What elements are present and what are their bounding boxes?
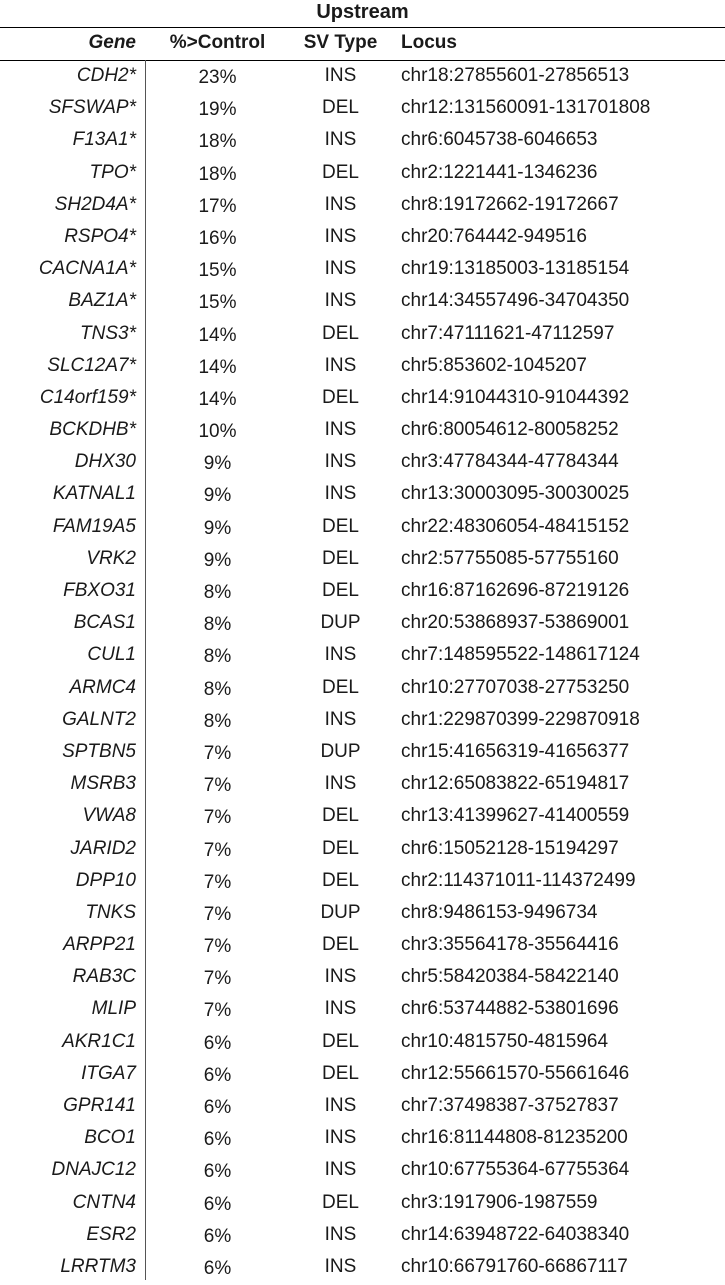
percent-cell: 7% <box>203 807 232 829</box>
gene-cell: TNKS <box>85 901 136 923</box>
sv-type-cell: INS <box>324 1127 357 1149</box>
sv-type-cell: DEL <box>322 547 359 569</box>
gene-cell: MSRB3 <box>70 773 136 795</box>
header-gene: Gene <box>88 32 136 53</box>
percent-cell: 9% <box>203 453 232 475</box>
gene-cell: FAM19A5 <box>52 515 136 537</box>
sv-type-cell: DEL <box>322 161 359 183</box>
gene-cell: GPR141 <box>63 1095 136 1116</box>
gene-cell: C14orf159* <box>39 386 136 408</box>
percent-cell: 7% <box>203 742 232 764</box>
sv-type-cell: DEL <box>322 580 359 601</box>
gene-cell: RSPO4* <box>64 225 136 247</box>
table-row <box>0 157 725 189</box>
table-row <box>0 124 725 156</box>
sv-type-cell: DEL <box>322 805 359 827</box>
locus-cell: chr6:80054612-80058252 <box>401 419 619 441</box>
table-row <box>0 382 725 414</box>
gene-cell: CUL1 <box>87 644 136 666</box>
percent-cell: 9% <box>203 485 232 507</box>
table-row <box>0 704 725 736</box>
percent-cell: 9% <box>203 517 232 539</box>
sv-type-cell: INS <box>324 1159 357 1181</box>
percent-cell: 19% <box>198 99 237 121</box>
table-row <box>0 961 725 993</box>
locus-cell: chr3:1917906-1987559 <box>401 1191 598 1213</box>
table-row <box>0 993 725 1025</box>
percent-cell: 6% <box>203 1032 232 1054</box>
gene-cell: SLC12A7* <box>47 354 136 376</box>
percent-cell: 7% <box>203 968 232 990</box>
locus-cell: chr14:63948722-64038340 <box>401 1223 630 1245</box>
percent-cell: 6% <box>203 1161 232 1183</box>
percent-cell: 14% <box>198 324 237 346</box>
percent-cell: 6% <box>203 1097 232 1118</box>
percent-cell: 9% <box>203 549 232 571</box>
percent-cell: 8% <box>203 582 232 603</box>
percent-cell: 7% <box>203 936 232 958</box>
sv-type-cell: DEL <box>322 1030 359 1052</box>
gene-cell: ARPP21 <box>63 934 136 956</box>
table-row <box>0 736 725 768</box>
percent-cell: 17% <box>198 195 237 217</box>
percent-cell: 8% <box>203 710 232 732</box>
sv-type-cell: DEL <box>322 837 359 859</box>
table-row <box>0 285 725 317</box>
sv-type-cell: INS <box>324 644 357 666</box>
gene-cell: MLIP <box>91 998 136 1020</box>
table-row <box>0 511 725 543</box>
sv-type-cell: DEL <box>322 515 359 537</box>
top-rule <box>0 27 725 28</box>
table-row <box>0 1058 725 1090</box>
sv-type-cell: INS <box>324 419 357 441</box>
locus-cell: chr6:53744882-53801696 <box>401 998 619 1020</box>
locus-cell: chr13:30003095-30030025 <box>401 483 630 505</box>
sv-type-cell: INS <box>324 708 357 730</box>
sv-type-cell: INS <box>324 65 357 86</box>
locus-cell: chr16:81144808-81235200 <box>401 1127 628 1149</box>
percent-cell: 8% <box>203 646 232 668</box>
table-row <box>0 1219 725 1251</box>
percent-cell: 8% <box>203 614 232 636</box>
gene-cell: GALNT2 <box>62 708 136 730</box>
table-row <box>0 929 725 961</box>
locus-cell: chr10:66791760-66867117 <box>401 1255 628 1277</box>
gene-cell: RAB3C <box>72 966 136 988</box>
gene-cell: ITGA7 <box>81 1062 136 1084</box>
locus-cell: chr10:4815750-4815964 <box>401 1030 609 1052</box>
table-body <box>0 60 725 1283</box>
table-row <box>0 865 725 897</box>
sv-type-cell: INS <box>324 483 357 505</box>
sv-type-cell: INS <box>324 290 357 312</box>
sv-type-cell: INS <box>324 129 357 151</box>
locus-cell: chr12:55661570-55661646 <box>401 1062 630 1084</box>
percent-cell: 8% <box>203 678 232 700</box>
locus-cell: chr5:58420384-58422140 <box>401 966 619 988</box>
sv-type-cell: DEL <box>322 322 359 344</box>
table-row <box>0 1187 725 1219</box>
table-row <box>0 800 725 832</box>
locus-cell: chr2:114371011-114372499 <box>401 869 636 891</box>
sv-type-cell: INS <box>324 1223 357 1245</box>
sv-type-cell: INS <box>324 193 357 215</box>
percent-cell: 23% <box>198 67 237 88</box>
sv-type-cell: DEL <box>322 386 359 408</box>
locus-cell: chr20:53868937-53869001 <box>401 612 630 634</box>
percent-cell: 7% <box>203 903 232 925</box>
sv-type-cell: INS <box>324 1255 357 1277</box>
table-row <box>0 414 725 446</box>
gene-cell: F13A1* <box>72 129 136 151</box>
sv-type-cell: DUP <box>320 740 361 762</box>
table-row <box>0 672 725 704</box>
locus-cell: chr6:15052128-15194297 <box>401 837 619 859</box>
percent-cell: 6% <box>203 1225 232 1247</box>
locus-cell: chr20:764442-949516 <box>401 225 587 247</box>
percent-cell: 14% <box>198 388 237 410</box>
sv-type-cell: INS <box>324 451 357 473</box>
table-row <box>0 446 725 478</box>
sv-type-cell: INS <box>324 998 357 1020</box>
sv-type-cell: INS <box>324 225 357 247</box>
locus-cell: chr18:27855601-27856513 <box>401 65 630 86</box>
locus-cell: chr7:37498387-37527837 <box>401 1095 619 1116</box>
gene-cell: JARID2 <box>70 837 136 859</box>
table-row <box>0 350 725 382</box>
percent-cell: 14% <box>198 356 237 378</box>
locus-cell: chr16:87162696-87219126 <box>401 580 630 601</box>
percent-cell: 7% <box>203 839 232 861</box>
percent-cell: 15% <box>198 260 237 282</box>
locus-cell: chr22:48306054-48415152 <box>401 515 630 537</box>
percent-cell: 6% <box>203 1257 232 1279</box>
table-row <box>0 221 725 253</box>
table-row <box>0 768 725 800</box>
locus-cell: chr19:13185003-13185154 <box>401 258 630 280</box>
sv-type-cell: INS <box>324 354 357 376</box>
sv-type-cell: DEL <box>322 97 359 119</box>
gene-cell: BCKDHB* <box>49 419 136 441</box>
percent-cell: 6% <box>203 1129 232 1151</box>
sv-type-cell: DUP <box>320 612 361 634</box>
gene-cell: TPO* <box>89 161 136 183</box>
sv-type-cell: INS <box>324 773 357 795</box>
locus-cell: chr10:27707038-27753250 <box>401 676 630 698</box>
locus-cell: chr13:41399627-41400559 <box>401 805 630 827</box>
gene-cell: SH2D4A* <box>54 193 136 215</box>
percent-cell: 18% <box>198 131 237 153</box>
locus-cell: chr10:67755364-67755364 <box>401 1159 630 1181</box>
header-sv-type: SV Type <box>303 32 378 53</box>
locus-cell: chr3:47784344-47784344 <box>401 451 619 473</box>
sv-type-cell: DEL <box>322 869 359 891</box>
table-row <box>0 607 725 639</box>
sv-type-cell: INS <box>324 1095 357 1116</box>
sv-type-cell: DEL <box>322 1191 359 1213</box>
table-row <box>0 92 725 124</box>
gene-cell: DNAJC12 <box>51 1159 136 1181</box>
gene-cell: ESR2 <box>86 1223 136 1245</box>
gene-cell: KATNAL1 <box>52 483 136 505</box>
table-row <box>0 833 725 865</box>
sv-type-cell: DEL <box>322 1062 359 1084</box>
sv-type-cell: INS <box>324 258 357 280</box>
table-row <box>0 60 725 92</box>
sv-type-cell: DEL <box>322 934 359 956</box>
sv-type-cell: DEL <box>322 676 359 698</box>
table-row <box>0 897 725 929</box>
locus-cell: chr8:19172662-19172667 <box>401 193 619 215</box>
gene-cell: DPP10 <box>75 869 136 891</box>
locus-cell: chr7:148595522-148617124 <box>401 644 640 666</box>
locus-cell: chr6:6045738-6046653 <box>401 129 598 151</box>
locus-cell: chr1:229870399-229870918 <box>401 708 640 730</box>
percent-cell: 7% <box>203 871 232 893</box>
gene-cell: TNS3* <box>80 322 136 344</box>
gene-cell: BCO1 <box>84 1127 136 1149</box>
percent-cell: 18% <box>198 163 237 185</box>
gene-cell: CNTN4 <box>72 1191 136 1213</box>
percent-cell: 6% <box>203 1193 232 1215</box>
locus-cell: chr14:91044310-91044392 <box>401 386 630 408</box>
sv-type-cell: INS <box>324 966 357 988</box>
table-row <box>0 253 725 285</box>
gene-cell: SPTBN5 <box>62 740 136 762</box>
percent-cell: 6% <box>203 1064 232 1086</box>
table-row <box>0 639 725 671</box>
locus-cell: chr5:853602-1045207 <box>401 354 587 376</box>
table-row <box>0 1251 725 1283</box>
locus-cell: chr15:41656319-41656377 <box>401 740 630 762</box>
table-row <box>0 1090 725 1122</box>
percent-cell: 7% <box>203 775 232 797</box>
table-row <box>0 189 725 221</box>
table-row <box>0 1122 725 1154</box>
gene-cell: CACNA1A* <box>38 258 136 280</box>
percent-cell: 7% <box>203 1000 232 1022</box>
table-row <box>0 575 725 607</box>
gene-cell: DHX30 <box>74 451 136 473</box>
table-title: Upstream <box>316 1 409 23</box>
table-row <box>0 478 725 510</box>
header-percent-control: %>Control <box>169 32 266 53</box>
locus-cell: chr12:131560091-131701808 <box>401 97 651 119</box>
gene-cell: LRRTM3 <box>60 1255 136 1277</box>
percent-cell: 16% <box>198 227 237 249</box>
table-row <box>0 318 725 350</box>
gene-cell: CDH2* <box>76 65 136 86</box>
gene-cell: VRK2 <box>86 547 136 569</box>
locus-cell: chr2:1221441-1346236 <box>401 161 598 183</box>
gene-cell: AKR1C1 <box>62 1030 136 1052</box>
locus-cell: chr3:35564178-35564416 <box>401 934 619 956</box>
locus-cell: chr14:34557496-34704350 <box>401 290 630 312</box>
table-row <box>0 1154 725 1186</box>
gene-cell: BCAS1 <box>73 612 136 634</box>
locus-cell: chr12:65083822-65194817 <box>401 773 630 795</box>
table-row <box>0 1026 725 1058</box>
percent-cell: 15% <box>198 292 237 314</box>
locus-cell: chr2:57755085-57755160 <box>401 547 619 569</box>
locus-cell: chr8:9486153-9496734 <box>401 901 598 923</box>
gene-cell: ARMC4 <box>69 676 136 698</box>
locus-cell: chr7:47111621-47112597 <box>401 322 615 344</box>
gene-cell: FBXO31 <box>63 580 136 601</box>
table-row <box>0 543 725 575</box>
gene-cell: SFSWAP* <box>48 97 136 119</box>
gene-cell: VWA8 <box>82 805 136 827</box>
gene-cell: BAZ1A* <box>68 290 136 312</box>
percent-cell: 10% <box>198 421 237 443</box>
sv-type-cell: DUP <box>320 901 361 923</box>
header-locus: Locus <box>401 32 457 53</box>
